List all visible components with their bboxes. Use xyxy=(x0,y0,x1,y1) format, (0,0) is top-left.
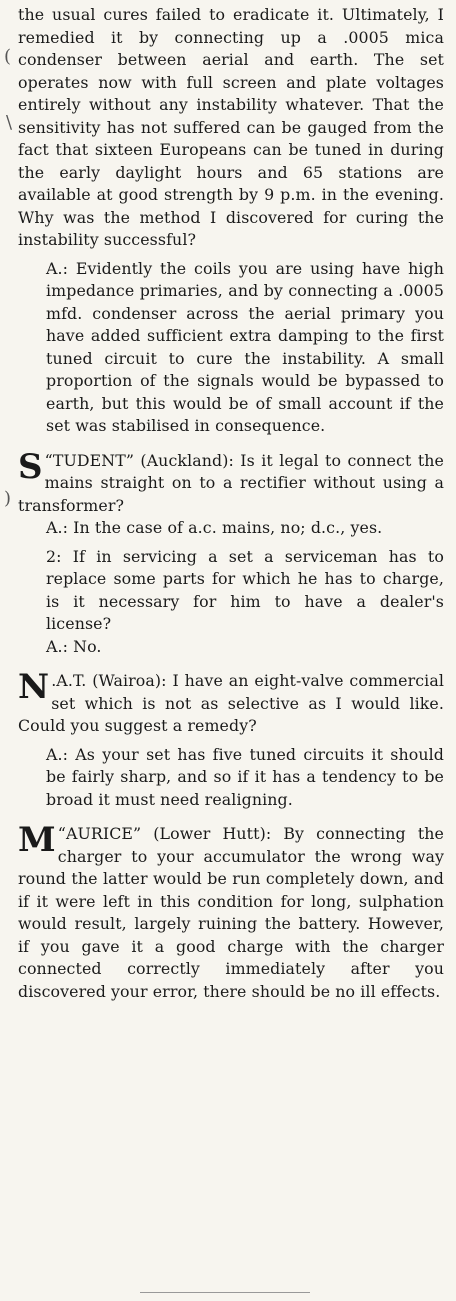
answer-paragraph-1: A.: Evidently the coils you are using have high impedance primaries, and by connecting a .0005 mfd. condenser across the aerial primary you have added sufficient extra damping to the first tuned circuit to cure the instability. A small proportion of the signals would be bypassed to earth, but this would be of small account if the set was stabilised in consequence. xyxy=(46,258,444,435)
article-column xyxy=(18,4,444,1003)
dropcap-s: S xyxy=(18,446,43,487)
intro-paragraph: the usual cures failed to eradicate it. Ultimately, I remedied it by connecting up a .0005 mica condenser between aerial and earth. The set operates now with full screen and plate voltages entirely without any instability whatever. That the sensitivity has not suffered can be gauged from the fact that sixteen Europeans can be tuned in during the early daylight hours and 65 stations are available at good strength by 9 p.m. in the evening. Why was the method I discovered for curing the instability successful? xyxy=(18,5,444,249)
margin-bracket-mark: ) xyxy=(4,488,12,509)
student-question xyxy=(18,446,444,518)
nat-question-text: .A.T. (Wairoa): I have an eight-valve commercial set which is not as selective as I would like. Could you suggest a remedy? xyxy=(18,671,444,735)
student-question-2: 2: If in servicing a set a serviceman has to replace some parts for which he has to charge, is it necessary for him to have a dealer's license? xyxy=(46,546,444,633)
open-quote: “ xyxy=(44,450,53,470)
margin-bracket-mark: \ xyxy=(6,112,13,133)
student-question-text: TUDENT” (Auckland): Is it legal to connect the mains straight on to a rectifier without using a transformer? xyxy=(18,450,444,515)
dropcap-m: M xyxy=(18,820,56,860)
student-answer: A.: In the case of a.c. mains, no; d.c., yes. xyxy=(46,518,383,537)
dropcap-n: N xyxy=(18,667,50,707)
margin-bracket-mark: ( xyxy=(4,46,12,67)
nat-answer: A.: As your set has five tuned circuits it should be fairly sharp, and so if it has a tendency to be broad it must need realigning. xyxy=(46,744,444,809)
student-answer-2: A.: No. xyxy=(46,636,102,656)
maurice-paragraph xyxy=(18,820,444,1003)
open-quote: “ xyxy=(57,824,66,843)
maurice-text: AURICE” (Lower Hutt): By connecting the charger to your accumulator the wrong way round the latter would be run completely down, and if it were left in this condition for long, sulphation would result, largely ruining the battery. However, if you gave it a good charge with the charger connected correctly immediately after you discovered your error, there should be no ill effects. xyxy=(18,824,444,1001)
footer-rule xyxy=(140,1292,310,1293)
nat-question xyxy=(18,667,444,738)
